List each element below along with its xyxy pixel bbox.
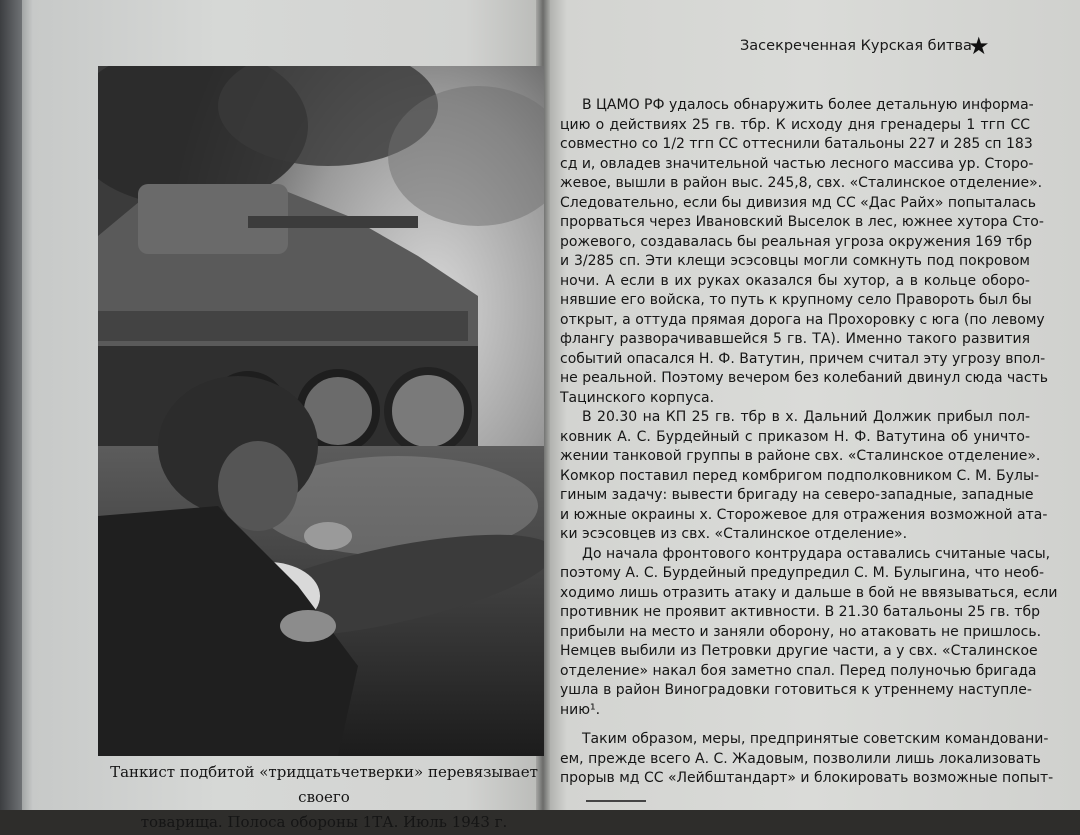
text-line: рожевого, создавалась бы реальная угроза окружения 169 тбр bbox=[560, 233, 1033, 250]
text-line: прорыв мд СС «Лейбштандарт» и блокировать возможные попыт- bbox=[560, 770, 1054, 786]
caption-line: Танкист подбитой «тридцатьчетверки» перевязывает своего bbox=[110, 763, 538, 806]
text-line: жевое, вышли в район выс. 245,8, свх. «Сталинское отделение». bbox=[560, 175, 1043, 191]
text-line: ем, прежде всего А. С. Жадовым, позволили лишь локализовать bbox=[560, 750, 1041, 767]
text-line: нию¹. bbox=[560, 701, 601, 718]
photo-illustration bbox=[98, 66, 544, 756]
footnote-rule bbox=[586, 800, 646, 802]
paragraph-gap bbox=[560, 720, 1030, 730]
text-line: отделение» накал боя заметно спал. Перед полуночью бригада bbox=[560, 662, 1037, 679]
text-line: Следовательно, если бы дивизия мд СС «Дас Райх» попыталась bbox=[560, 194, 1036, 211]
tank-gun bbox=[248, 216, 418, 228]
text-line: Комкор поставил перед комбригом подполковником С. М. Булы- bbox=[560, 467, 1040, 484]
text-line: ковник А. С. Бурдейный с приказом Н. Ф. Ватутина об уничто- bbox=[560, 428, 1030, 445]
main-text bbox=[560, 96, 1058, 789]
text-line: ки эсэсовцев из свх. «Сталинское отделение». bbox=[560, 526, 908, 542]
text-line: прибыли на место и заняли оборону, но атаковать не пришлось. bbox=[560, 623, 1042, 640]
text-line: и 3/285 сп. Эти клещи эсэсовцы могли сомкнуть под покровом bbox=[560, 253, 1030, 269]
text-line: сд и, овладев значительной частью лесного массива ур. Сторо- bbox=[560, 155, 1034, 172]
text-line: жении танковой группы в районе свх. «Сталинское отделение». bbox=[560, 448, 1041, 464]
text-line: гиным задачу: вывести бригаду на северо-западные, западные bbox=[560, 487, 1034, 503]
text-line: событий опасался Н. Ф. Ватутин, причем считал эту угрозу впол- bbox=[560, 350, 1046, 367]
left-page-edge bbox=[0, 0, 22, 810]
text-line: цию о действиях 25 гв. тбр. К исходу дня гренадеры 1 тгп СС bbox=[560, 116, 1030, 133]
photo-caption bbox=[100, 760, 548, 835]
text-line: открыт, а оттуда прямая дорога на Прохоровку с юга (по левому bbox=[560, 311, 1045, 328]
war-photograph bbox=[98, 66, 544, 756]
text-line: ходимо лишь отразить атаку и дальше в бой не ввязываться, если bbox=[560, 584, 1058, 601]
text-line: прорваться через Ивановский Выселок в лес, южнее хутора Сто- bbox=[560, 214, 1044, 230]
text-line: не реальной. Поэтому вечером без колебаний двинул сюда часть bbox=[560, 370, 1048, 386]
text-line: совместно со 1/2 тгп СС оттеснили батальоны 227 и 285 сп 183 bbox=[560, 136, 1033, 152]
star-icon: ★ bbox=[968, 32, 990, 60]
text-line: Тацинского корпуса. bbox=[560, 389, 715, 406]
tank-road-wheel bbox=[388, 371, 468, 451]
text-line: Немцев выбили из Петровки другие части, а у свх. «Сталинское bbox=[560, 643, 1038, 659]
text-line: До начала фронтового контрудара оставались считаные часы, bbox=[582, 545, 1051, 562]
text-line: ушла в район Виноградовки готовиться к утреннему наступле- bbox=[560, 682, 1032, 698]
text-line: нявшие его войска, то путь к крупному село Правороть был бы bbox=[560, 292, 1032, 308]
text-line: В 20.30 на КП 25 гв. тбр в х. Дальний Должик прибыл пол- bbox=[582, 409, 1030, 425]
text-line: поэтому А. С. Бурдейный предупредил С. М. Булыгина, что необ- bbox=[560, 565, 1045, 581]
running-title: Засекреченная Курская битва bbox=[740, 38, 972, 54]
text-line: флангу разворачивавшейся 5 гв. ТА). Именно такого развития bbox=[560, 331, 1030, 347]
caption-line: товарища. Полоса обороны 1ТА. Июль 1943 г. bbox=[140, 813, 508, 831]
text-line: и южные окраины х. Сторожевое для отражения возможной ата- bbox=[560, 506, 1048, 523]
text-line: В ЦАМО РФ удалось обнаружить более детальную информа- bbox=[582, 97, 1034, 113]
text-line: ночи. А если в их руках оказался бы хутор, а в кольце оборо- bbox=[560, 272, 1030, 289]
tanker-face bbox=[218, 441, 298, 531]
text-line: противник не проявит активности. В 21.30 батальоны 25 гв. тбр bbox=[560, 604, 1040, 620]
text-line: Таким образом, меры, предпринятые советским командовани- bbox=[582, 731, 1049, 747]
